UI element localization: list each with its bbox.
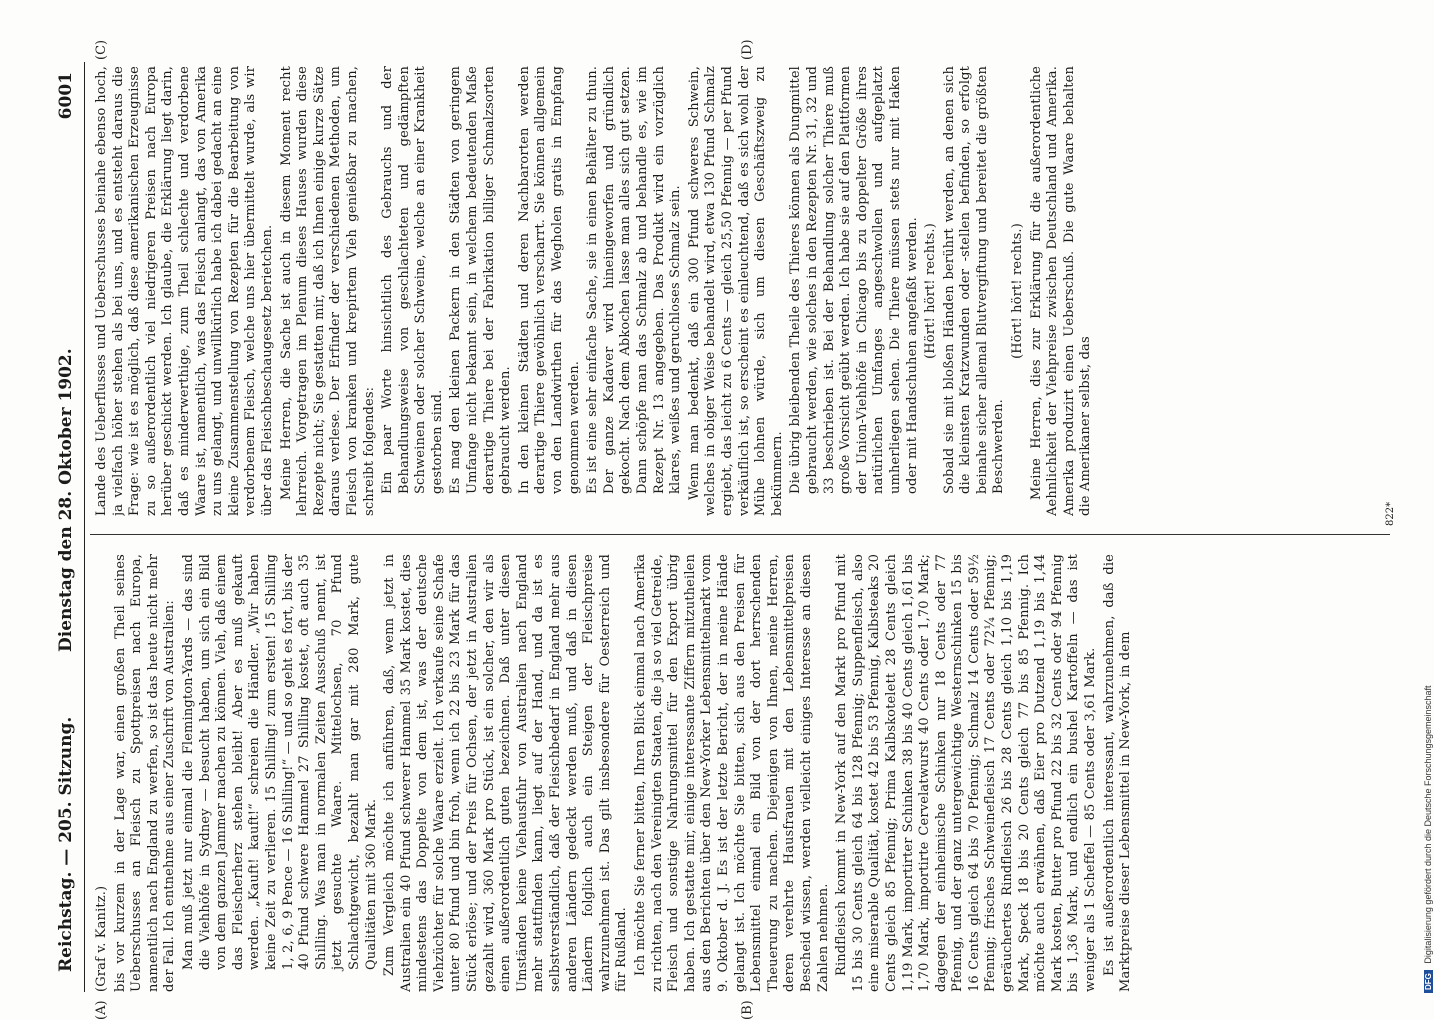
left-text-column: [94, 554, 1389, 992]
quote-paragraph: In den kleinen Städten und deren Nachbarorten werden derartige Thiere gewöhnlich verscharrt. Sie können allgemein von den Landwirthen für das Wegholen gratis in Empfang genommen werden.: [516, 66, 582, 494]
margin-letter-d: (D): [740, 39, 755, 60]
quote-paragraph: Es mag den kleinen Packern in den Städten von geringem Umfange nicht bekannt sein, in welchem bedeutenden Maße derartige Thiere bei der Fabrikation billiger Schmalzsorten gebraucht werden.: [448, 66, 514, 494]
right-text-column: [94, 66, 1389, 516]
header-date: Dienstag den 28. Oktober 1902.: [56, 348, 76, 652]
paragraph: Es ist außerordentlich interessant, wahrzunehmen, daß die Marktpreise dieser Lebensmittel in New-York, in dem: [1101, 554, 1134, 992]
column-divider: [90, 534, 1390, 535]
paragraph: Rindfleisch kommt in New-York auf den Markt pro Pfund mit 15 bis 30 Cents gleich 64 bis 128 Pfennig; Suppenfleisch, also eine miserable Qualität, kostet 42 bis 53 Pfennig, Kalbsteaks 20 Cents gleich 85 Pfennig; Prima Kalbskotelett 28 Cents gleich 1,19 Mark, importirter Schinken 38 bis 40 Cents gleich 1,61 bis 1,70 Mark, importirte Cervelatwurst 40 Cents oder 1,70 Mark; dagegen der einheimische Schinken nur 18 Cents oder 77 Pfennig, und der ganz untergewichtige Westernschinken 15 bis 16 Cents gleich 64 bis 70 Pfennig; Schmalz 14 Cents oder 59½ Pfennig; frisches Schweinefleisch 17 Cents oder 72¼ Pfennig; geräuchertes Rindfleisch 26 bis 28 Cents gleich 1,10 bis 1,19 Mark, Speck 18 bis 20 Cents gleich 77 bis 85 Pfennig. Ich möchte auch erwähnen, daß Eier pro Dutzend 1,19 bis 1,44 Mark kosten, Butter pro Pfund 22 bis 32 Cents oder 94 Pfennig bis 1,36 Mark, und endlich ein bushel Kartoffeln — das ist weniger als 1 Scheffel — 85 Cents oder 3,61 Mark.: [834, 554, 1099, 992]
speaker-tag: (Graf v. Kanitz.): [94, 885, 109, 992]
margin-letter-b: (B): [740, 1000, 755, 1020]
credit-text: Digitalisierung gefördert durch die Deutsche Forschungsgemeinschaft: [1423, 685, 1433, 964]
page-number: 6001: [56, 72, 76, 120]
margin-letter-a: (A): [94, 1000, 109, 1020]
paragraph: Ich möchte Sie ferner bitten, Ihren Blick einmal nach Amerika zu richten, nach den Vereinigten Staaten, die ja so viel Getreide, Fleisch und sonstige Nahrungsmittel für den Export übrig haben. Ich gestatte mir, einige interessante Ziffern mitzutheilen aus den Berichten über den New-Yorker Lebensmittelmarkt vom 9. Oktober d. J. Es ist der letzte Bericht, der in meine Hände gelangt ist. Ich möchte Sie bitten, sich aus den Preisen für Lebensmittel einmal ein Bild von der dort herrschenden Theuerung zu machen. Diejenigen von Ihnen, meine Herren, deren verehrte Hausfrauen mit den Lebensmittelpreisen Bescheid wissen, werden vielleicht einiges Interesse an diesen Zahlen nehmen.: [633, 554, 831, 992]
margin-letter-c: (C): [94, 39, 109, 60]
header-left: Reichstag. — 205. Sitzung.: [56, 716, 76, 972]
paragraph: Lande des Ueberflusses und Ueberschusses beinahe ebenso hoch, ja vielfach höher stehen als bei uns, und es entsteht daraus die Frage: wie ist es möglich, daß diese amerikanischen Erzeugnisse zu so außerordentlich viel niedrigeren Preisen nach Europa herüber geschickt werden. Ich glaube, die Erklärung liegt darin, daß es minderwerthige, zum Theil schlechte und verdorbene Waare ist, namentlich, was das Fleisch anlangt, das von Amerika zu uns gelangt, und unwillkürlich habe ich dabei gedacht an eine kleine Zusammenstellung von Rezepten für die Bearbeitung von verdorbenem Fleisch, welche uns hier übermittelt wurde, als wir über das Fleischbeschaugesetz berietchen.: [94, 66, 275, 516]
digitization-credit: [1423, 8, 1434, 993]
page-header: [50, 62, 85, 992]
paragraph: Meine Herren, dies zur Erklärung für die außerordentliche Aehnlichkeit der Viehpreise zwischen Deutschland und Amerika. Amerika produzirt einen Ueberschuß. Die gute Waare behalten die Amerikaner selbst, das: [1028, 66, 1094, 516]
quote-paragraph: Die übrig bleibenden Theile des Thieres können als Dungmittel gebraucht werden, wie solches in den Rezepten Nr. 31, 32 und 33 beschrieben ist. Bei der Behandlung solcher Thiere muß große Vorsicht geübt werden. Ich habe sie auf den Plattformen der Union-Viehhöfe in Chicago bis zu doppelter Größe ihres natürlichen Umfanges angeschwollen und aufgeplatzt umherliegen sehen. Die Thiere müssen stets nur mit Haken oder mit Handschuhen angefaßt werden.: [788, 66, 920, 494]
paragraph: Meine Herren, die Sache ist auch in diesem Moment recht lehrreich. Vorgetragen im Plenum dieses Hauses wurden diese Rezepte nicht; Sie gestatten mir, daß ich Ihnen einige kurze Sätze daraus verlese. Der Erfinder der verschiedenen Methoden, um Fleisch von kranken und krepirtem Vieh genießbar zu machen, schreibt folgendes:: [278, 66, 377, 516]
interjection: (Hört! hört! rechts.): [1010, 223, 1026, 359]
signature-mark: 822*: [1385, 501, 1396, 526]
paragraph: bis vor kurzem in der Lage war, einen großen Theil seines Ueberschusses an Fleisch zu Spottpreisen nach Europa, namentlich nach England zu werfen, so ist das heute nicht mehr der Fall. Ich entnehme aus einer Zuschrift von Australien:: [112, 554, 178, 992]
quote-paragraph: Es ist eine sehr einfache Sache, sie in einen Behälter zu thun. Der ganze Kadaver wird hineingeworfen und gründlich gekocht. Nach dem Abkochen lasse man alles sich gut setzen. Dann schöpfe man das Schmalz ab und behandle es, wie im Rezept Nr. 13 angegeben. Das Produkt wird ein vorzüglich klares, weißes und geruchloses Schmalz sein.: [585, 66, 684, 494]
quote-paragraph: Ein paar Worte hinsichtlich des Gebrauchs und der Behandlungsweise von geschlachteten und gedämpften Schweinen oder solcher Schweine, welche an einer Krankheit gestorben sind.: [380, 66, 445, 494]
quote-paragraph: Sobald sie mit bloßen Händen berührt werden, an denen sich die kleinsten Kratzwunden oder -stellen befinden, so erfolgt beinahe sicher allemal Blutvergiftung und bereitet die größten Beschwerden.: [941, 66, 1007, 494]
dfg-logo: DFG: [1424, 970, 1433, 993]
quote-paragraph: Man muß jetzt nur einmal die Flemington-Yards — das sind die Viehhöfe in Sydney — besucht haben, um sich ein Bild von dem ganzen Jammer machen zu können. Vieh, daß einem das Fleischerherz stehen bleibt! Aber es muß gekauft werden. „Kauft! kauft!“ schreien die Händler. „Wir haben keine Zeit zu verlieren. 15 Shilling! zum ersten! 15 Shilling 1, 2, 6, 9 Pence — 16 Shilling!“ — und so geht es fort, bis der 40 Pfund schwere Hammel 27 Shilling kostet, oft auch 35 Shilling. Was man in normalen Zeiten Ausschuß nennt, ist jetzt gesuchte Waare. Mittelochsen, 70 Pfund Schlachtgewicht, bezahlt man gar mit 280 Mark, gute Qualitäten mit 360 Mark.: [180, 554, 379, 970]
paragraph: Wenn man bedenkt, daß ein 300 Pfund schweres Schwein, welches in obiger Weise behandelt wird, etwa 130 Pfund Schmalz ergiebt, das leicht zu 6 Cents — gleich 25,50 Pfennig — per Pfund verkäuflich ist, so erscheint es einleuchtend, daß es sich wohl der Mühe lohnen würde, sich um diesen Geschäftszweig zu bekümmern.: [686, 66, 785, 516]
rotated-document-page: [50, 39, 1400, 1020]
interjection: (Hört! hört! rechts.): [923, 223, 939, 359]
paragraph: Zum Vergleich möchte ich anführen, daß, wenn jetzt in Australien ein 40 Pfund schwerer Hammel 35 Mark kostet, dies mindestens das Doppelte von dem ist, was der deutsche Viehzüchter für solche Waare erzielt. Ich verkaufe seine Schafe unter 80 Pfund und bin froh, wenn ich 22 bis 23 Mark für das Stück erlöse; und der Preis für Ochsen, der jetzt in Australien gezahlt wird, 360 Mark pro Stück, ist ein solcher, den wir als einen außerordentlich guten bezeichnen. Daß unter diesen Umständen keine Viehausfuhr von Australien nach England mehr stattfinden kann, liegt auf der Hand, und da ist es selbstverständlich, daß der Fleischbedarf in England mehr aus anderen Ländern gedeckt werden muß, und daß in diesen Ländern folglich auch ein Steigen der Fleischpreise wahrzunehmen ist. Das gilt insbesondere für Oesterreich und für Rußland.: [382, 554, 630, 992]
